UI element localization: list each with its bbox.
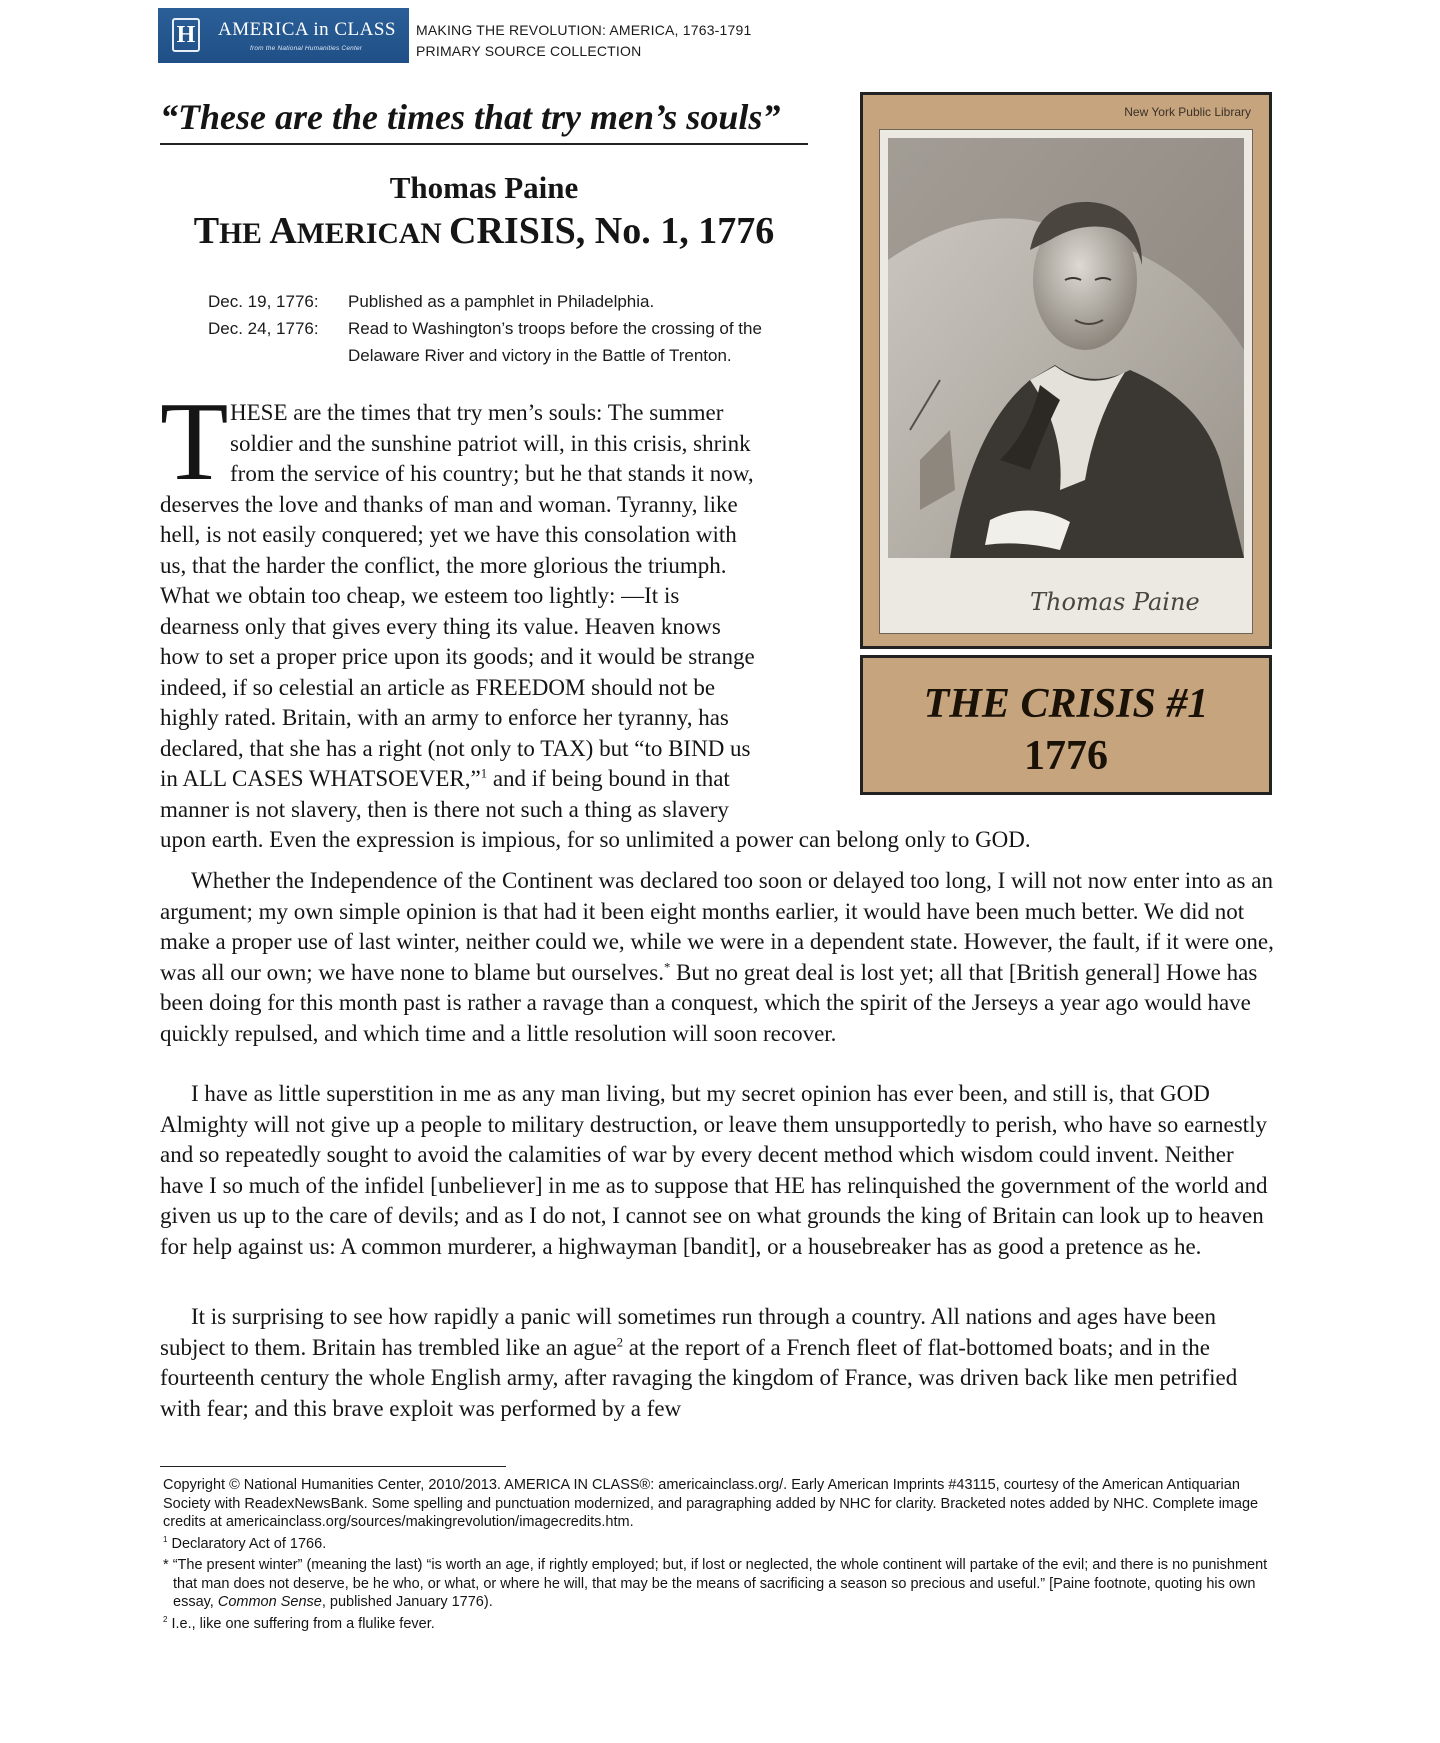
timeline-text: Published as a pamphlet in Philadelphia.	[348, 292, 655, 311]
text-line	[160, 764, 842, 795]
image-credit: New York Public Library	[1124, 105, 1251, 119]
thomas-paine-portrait	[879, 129, 1253, 634]
work-title-part: C	[449, 210, 477, 252]
text-fragment: Whether the Independence of the Continent was declared too soon or delayed too long, I will not now enter into as an argument; my own simple opinion is that had it been eight months earlier, it would have been much better. We did not make a proper use of last winter, neither could we, while we were in a dependent state. However, the fault, if it were one, was all our own; we have none to blame but ourselves.	[160, 868, 1274, 985]
text-line: HESE are the times that try men’s souls: The summer	[230, 400, 724, 425]
text-line: deserves the love and thanks of man and woman. Tyranny, like	[160, 491, 738, 517]
work-title-part: A	[269, 210, 297, 252]
timeline-text: Read to Washington’s troops before the crossing of the Delaware River and victory in the Battle of Trenton.	[348, 319, 762, 365]
america-in-class-logo	[158, 8, 409, 63]
copyright-notice: Copyright © National Humanities Center, 2010/2013. AMERICA IN CLASS®: americainclass.org/. Early American Imprints #43115, courtesy of the American Antiquarian Society with ReadexNewsBank. Some spelling and punctuation modernized, and paragraphing added by NHC for clarity. Bracketed notes added by NHC. Complete image credits at americainclass.org/sources/makingrevolution/imagecredits.htm.	[163, 1477, 1259, 1530]
paragraph-1	[160, 490, 1031, 856]
footnote-text: , published January 1776).	[321, 1594, 493, 1610]
footnote-text: Declaratory Act of 1766.	[171, 1535, 327, 1552]
footnote-mark: 2	[163, 1614, 168, 1624]
timeline-row	[208, 288, 818, 315]
text-line: highly rated. Britain, with an army to enforce her tyranny, has	[160, 705, 729, 730]
timeline-date: Dec. 19, 1776:	[208, 292, 319, 311]
logo-subtitle: from the National Humanities Center	[250, 45, 363, 52]
footnote-mark: 1	[163, 1534, 168, 1544]
paragraph-4	[160, 1302, 1280, 1424]
footnote-mark: *	[163, 1557, 169, 1573]
work-title-part: T	[193, 210, 220, 252]
text-line: indeed, if so celestial an article as FREEDOM should not be	[160, 674, 716, 700]
work-title-part: HE	[219, 218, 270, 250]
text-line: manner is not slavery, then is there not such a thing as slavery	[160, 796, 729, 822]
series-heading	[416, 20, 752, 62]
work-title-part: MERICAN	[296, 218, 450, 250]
text-fragment: It is surprising to see how rapidly a panic will sometimes run through a country. All nations and ages have been subject to them. Britain has trembled like an ague	[160, 1304, 1216, 1360]
text-fragment: and if being bound in that	[487, 766, 730, 791]
caption-title: THE CRISIS #1	[923, 681, 1209, 727]
timeline-row	[208, 315, 818, 369]
title-underline	[160, 143, 808, 145]
portrait-engraving	[880, 130, 1252, 633]
footnote-ref-star[interactable]: *	[663, 959, 671, 974]
footnote-2	[163, 1615, 1273, 1634]
paragraph-3: I have as little superstition in me as any man living, but my secret opinion has ever been, and still is, that GOD Almighty will not give up a people to military destruction, or leave them unsupportedly to perish, who have so earnestly and so repeatedly sought to avoid the calamities of war by every decent method which wisdom could invent. Neither have I so much of the infidel [unbeliever] in me as to suppose that HE has relinquished the government of the world and given us up to the care of devils; and as I do not, I cannot see on what grounds the king of Britain can look up to heaven for help against us: A common murderer, a highwayman [bandit], or a housebreaker has as good a pretence as he.	[160, 1081, 1268, 1259]
footnotes	[163, 1476, 1273, 1636]
footnote-star	[163, 1556, 1273, 1612]
quote-title: “These are the times that try men’s souls”	[160, 97, 781, 137]
text-fragment: in ALL CASES WHATSOEVER,”	[160, 766, 481, 791]
footnote-divider	[160, 1466, 506, 1467]
footnote-text: “The present winter” (meaning the last) “is worth an age, if rightly employed; but, if lost or neglected, the whole continent will partake of the evil; and there is no punishment that man does not deserve, be he who, or what, or where he will, that may be the means of sacrificing a season so precious and useful.” [Paine footnote, quoting his own essay,	[172, 1557, 1268, 1610]
work-title	[160, 209, 808, 253]
text-fragment: But no great deal is lost yet; all that [British general] Howe has been doing for this month past is rather a ravage than a conquest, which the spirit of the Jerseys a year ago would have quickly repulsed, and which time and a little resolution will soon recover.	[160, 959, 1258, 1046]
footnote-italic: Common Sense	[217, 1594, 322, 1610]
text-line: What we obtain too cheap, we esteem too lightly: —It is	[160, 583, 680, 608]
text-fragment: at the report of a French fleet of flat-bottomed boats; and in the fourteenth century the whole English army, after ravaging the kingdom of France, was driven back like men petrified with fear; and this brave exploit was performed by a few	[160, 1334, 1238, 1421]
publication-timeline	[208, 288, 818, 369]
footnote-ref-1[interactable]: 1	[480, 766, 488, 781]
footnote-ref-2[interactable]: 2	[616, 1334, 624, 1349]
series-subtitle: PRIMARY SOURCE COLLECTION	[416, 43, 642, 59]
text-line: declared, that she has a right (not only to TAX) but “to BIND us	[160, 735, 751, 761]
text-line: us, that the harder the conflict, the more glorious the triumph.	[160, 552, 727, 578]
text-line: upon earth. Even the expression is impious, for so unlimited a power can belong only to GOD.	[160, 827, 1031, 852]
text-line: from the service of his country; but he that stands it now,	[230, 461, 754, 486]
text-line: hell, is not easily conquered; yet we have this consolation with	[160, 522, 737, 547]
crisis-caption-box	[860, 655, 1272, 795]
drop-cap: T	[160, 380, 229, 504]
footnote-text: I.e., like one suffering from a flulike fever.	[171, 1615, 435, 1632]
paragraph-2	[160, 866, 1280, 1049]
portrait-signature: Thomas Paine	[1030, 588, 1200, 616]
text-line: dearness only that gives every thing its value. Heaven knows	[160, 613, 721, 639]
paragraph-1-opening	[230, 398, 842, 490]
caption-year: 1776	[1024, 733, 1108, 779]
logo-title: AMERICA in CLASS	[218, 19, 396, 40]
portrait-panel	[860, 92, 1272, 649]
work-title-part: RISIS, No. 1, 1776	[476, 210, 775, 252]
nhc-emblem-icon: H	[172, 18, 200, 52]
text-line: soldier and the sunshine patriot will, in this crisis, shrink	[230, 430, 751, 456]
author-name: Thomas Paine	[389, 170, 579, 205]
timeline-date: Dec. 24, 1776:	[208, 319, 319, 338]
series-title: MAKING THE REVOLUTION: AMERICA, 1763-1791	[416, 22, 752, 38]
text-line: how to set a proper price upon its goods; and it would be strange	[160, 644, 755, 669]
footnote-1	[163, 1535, 1273, 1554]
